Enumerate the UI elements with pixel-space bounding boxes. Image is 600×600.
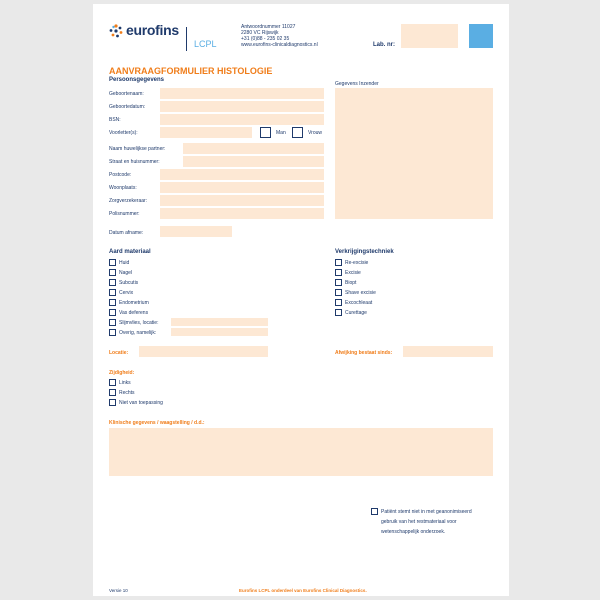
checkbox-shave-excisie[interactable] xyxy=(335,289,342,296)
label-re-excisie: Re-excisie xyxy=(345,260,369,266)
label-vas-deferens: Vas deferens xyxy=(119,310,149,316)
field-geboortedatum[interactable] xyxy=(160,101,324,112)
label-nagel: Nagel xyxy=(119,270,133,276)
field-huwelijkse-partner[interactable] xyxy=(183,143,324,154)
checkbox-niet-van-toepassing[interactable] xyxy=(109,399,116,406)
address-line-4: www.eurofins-clinicaldiagnostics.nl xyxy=(241,42,318,48)
field-datum-afname[interactable] xyxy=(160,226,232,237)
label-polisnummer: Polisnummer: xyxy=(109,211,140,217)
field-bsn[interactable] xyxy=(160,114,324,125)
label-straat: Straat en huisnummer: xyxy=(109,159,160,165)
label-shave-excisie: Shave excisie xyxy=(345,290,376,296)
label-datum-afname: Datum afname: xyxy=(109,230,144,236)
checkbox-rechts[interactable] xyxy=(109,389,116,396)
field-locatie[interactable] xyxy=(139,346,268,357)
label-curettage: Curettage xyxy=(345,310,367,316)
checkbox-huid[interactable] xyxy=(109,259,116,266)
gegevens-inzender-label: Gegevens Inzender xyxy=(335,81,379,87)
label-zorgverzekeraar: Zorgverzekeraar: xyxy=(109,198,148,204)
checkbox-cervix[interactable] xyxy=(109,289,116,296)
checkbox-nagel[interactable] xyxy=(109,269,116,276)
consent-line-2: gebruik van het restmateriaal voor xyxy=(381,519,457,525)
checkbox-man[interactable] xyxy=(260,127,271,138)
lab-code: LCPL xyxy=(194,39,217,49)
checkbox-overig[interactable] xyxy=(109,329,116,336)
field-geboortenaam[interactable] xyxy=(160,88,324,99)
label-man: Man xyxy=(276,130,286,136)
label-vrouw: Vrouw xyxy=(308,130,322,136)
label-voorletters: Voorletter(s): xyxy=(109,130,138,136)
form-page xyxy=(93,4,509,596)
label-links: Links xyxy=(119,380,131,386)
footer-version: Versie 10 xyxy=(109,588,128,593)
checkbox-vas-deferens[interactable] xyxy=(109,309,116,316)
checkbox-subcutis[interactable] xyxy=(109,279,116,286)
field-postcode[interactable] xyxy=(160,169,324,180)
footer-tagline: Eurofins LCPL onderdeel van Eurofins Clinical Diagnostics. xyxy=(239,588,367,593)
label-locatie: Locatie: xyxy=(109,350,129,356)
checkbox-slijmvlies[interactable] xyxy=(109,319,116,326)
address-line-3: +31 (0)88 - 235 02 35 xyxy=(241,36,290,42)
checkbox-vrouw[interactable] xyxy=(292,127,303,138)
label-woonplaats: Woonplaats: xyxy=(109,185,137,191)
label-niet-van-toepassing: Niet van toepassing xyxy=(119,400,163,406)
field-slijmvlies-locatie[interactable] xyxy=(171,318,268,326)
checkbox-excisie[interactable] xyxy=(335,269,342,276)
label-huwelijkse-partner: Naam huwelijkse partner: xyxy=(109,146,166,152)
address-line-2: 2280 VC Rijswijk xyxy=(241,30,279,36)
aard-materiaal-heading: Aard materiaal xyxy=(109,249,151,255)
field-woonplaats[interactable] xyxy=(160,182,324,193)
label-biopt: Biopt xyxy=(345,280,357,286)
label-excisie: Excisie xyxy=(345,270,361,276)
checkbox-excochleaat[interactable] xyxy=(335,299,342,306)
checkbox-links[interactable] xyxy=(109,379,116,386)
label-slijmvlies: Slijmvlies, locatie: xyxy=(119,320,159,326)
label-cervix: Cervix xyxy=(119,290,134,296)
header-divider xyxy=(186,27,187,51)
eurofins-logo-icon xyxy=(109,24,123,38)
label-geboortedatum: Geboortedatum: xyxy=(109,104,146,110)
consent-line-3: wetenschappelijk onderzoek. xyxy=(381,529,446,535)
label-postcode: Postcode: xyxy=(109,172,132,178)
form-title: AANVRAAGFORMULIER HISTOLOGIE xyxy=(109,66,273,76)
checkbox-endometrium[interactable] xyxy=(109,299,116,306)
field-voorletters[interactable] xyxy=(160,127,252,138)
label-bsn: BSN: xyxy=(109,117,121,123)
klinische-gegevens-label: Klinische gegevens / waagstelling / d.d.: xyxy=(109,420,205,426)
checkbox-biopt[interactable] xyxy=(335,279,342,286)
checkbox-curettage[interactable] xyxy=(335,309,342,316)
logo-text: eurofins xyxy=(126,22,179,38)
lab-nr-label: Lab. nr: xyxy=(373,42,395,48)
label-afwijking: Afwijking bestaat sinds: xyxy=(335,350,393,356)
label-subcutis: Subcutis xyxy=(119,280,139,286)
blue-box xyxy=(469,24,493,48)
label-excochleaat: Excochleaat xyxy=(345,300,373,306)
field-straat[interactable] xyxy=(183,156,324,167)
checkbox-re-excisie[interactable] xyxy=(335,259,342,266)
consent-line-1: Patiënt stemt niet in met geanonimiseerd xyxy=(381,509,472,515)
label-geboortenaam: Geboortenaam: xyxy=(109,91,144,97)
zijdigheid-heading: Zijdigheid: xyxy=(109,370,135,376)
field-polisnummer[interactable] xyxy=(160,208,324,219)
label-huid: Huid xyxy=(119,260,130,266)
address-line-1: Antwoordnummer 11027 xyxy=(241,24,296,30)
verkrijgingstechniek-heading: Verkrijgingstechniek xyxy=(335,249,394,255)
lab-nr-field[interactable] xyxy=(401,24,458,48)
label-rechts: Rechts xyxy=(119,390,135,396)
checkbox-consent[interactable] xyxy=(371,508,378,515)
label-endometrium: Endometrium xyxy=(119,300,149,306)
field-overig[interactable] xyxy=(171,328,268,336)
field-zorgverzekeraar[interactable] xyxy=(160,195,324,206)
field-klinische-gegevens[interactable] xyxy=(109,428,493,476)
label-overig: Overig, namelijk: xyxy=(119,330,157,336)
field-afwijking[interactable] xyxy=(403,346,493,357)
persoonsgegevens-heading: Persoonsgegevens xyxy=(109,77,165,83)
gegevens-inzender-field[interactable] xyxy=(335,88,493,219)
